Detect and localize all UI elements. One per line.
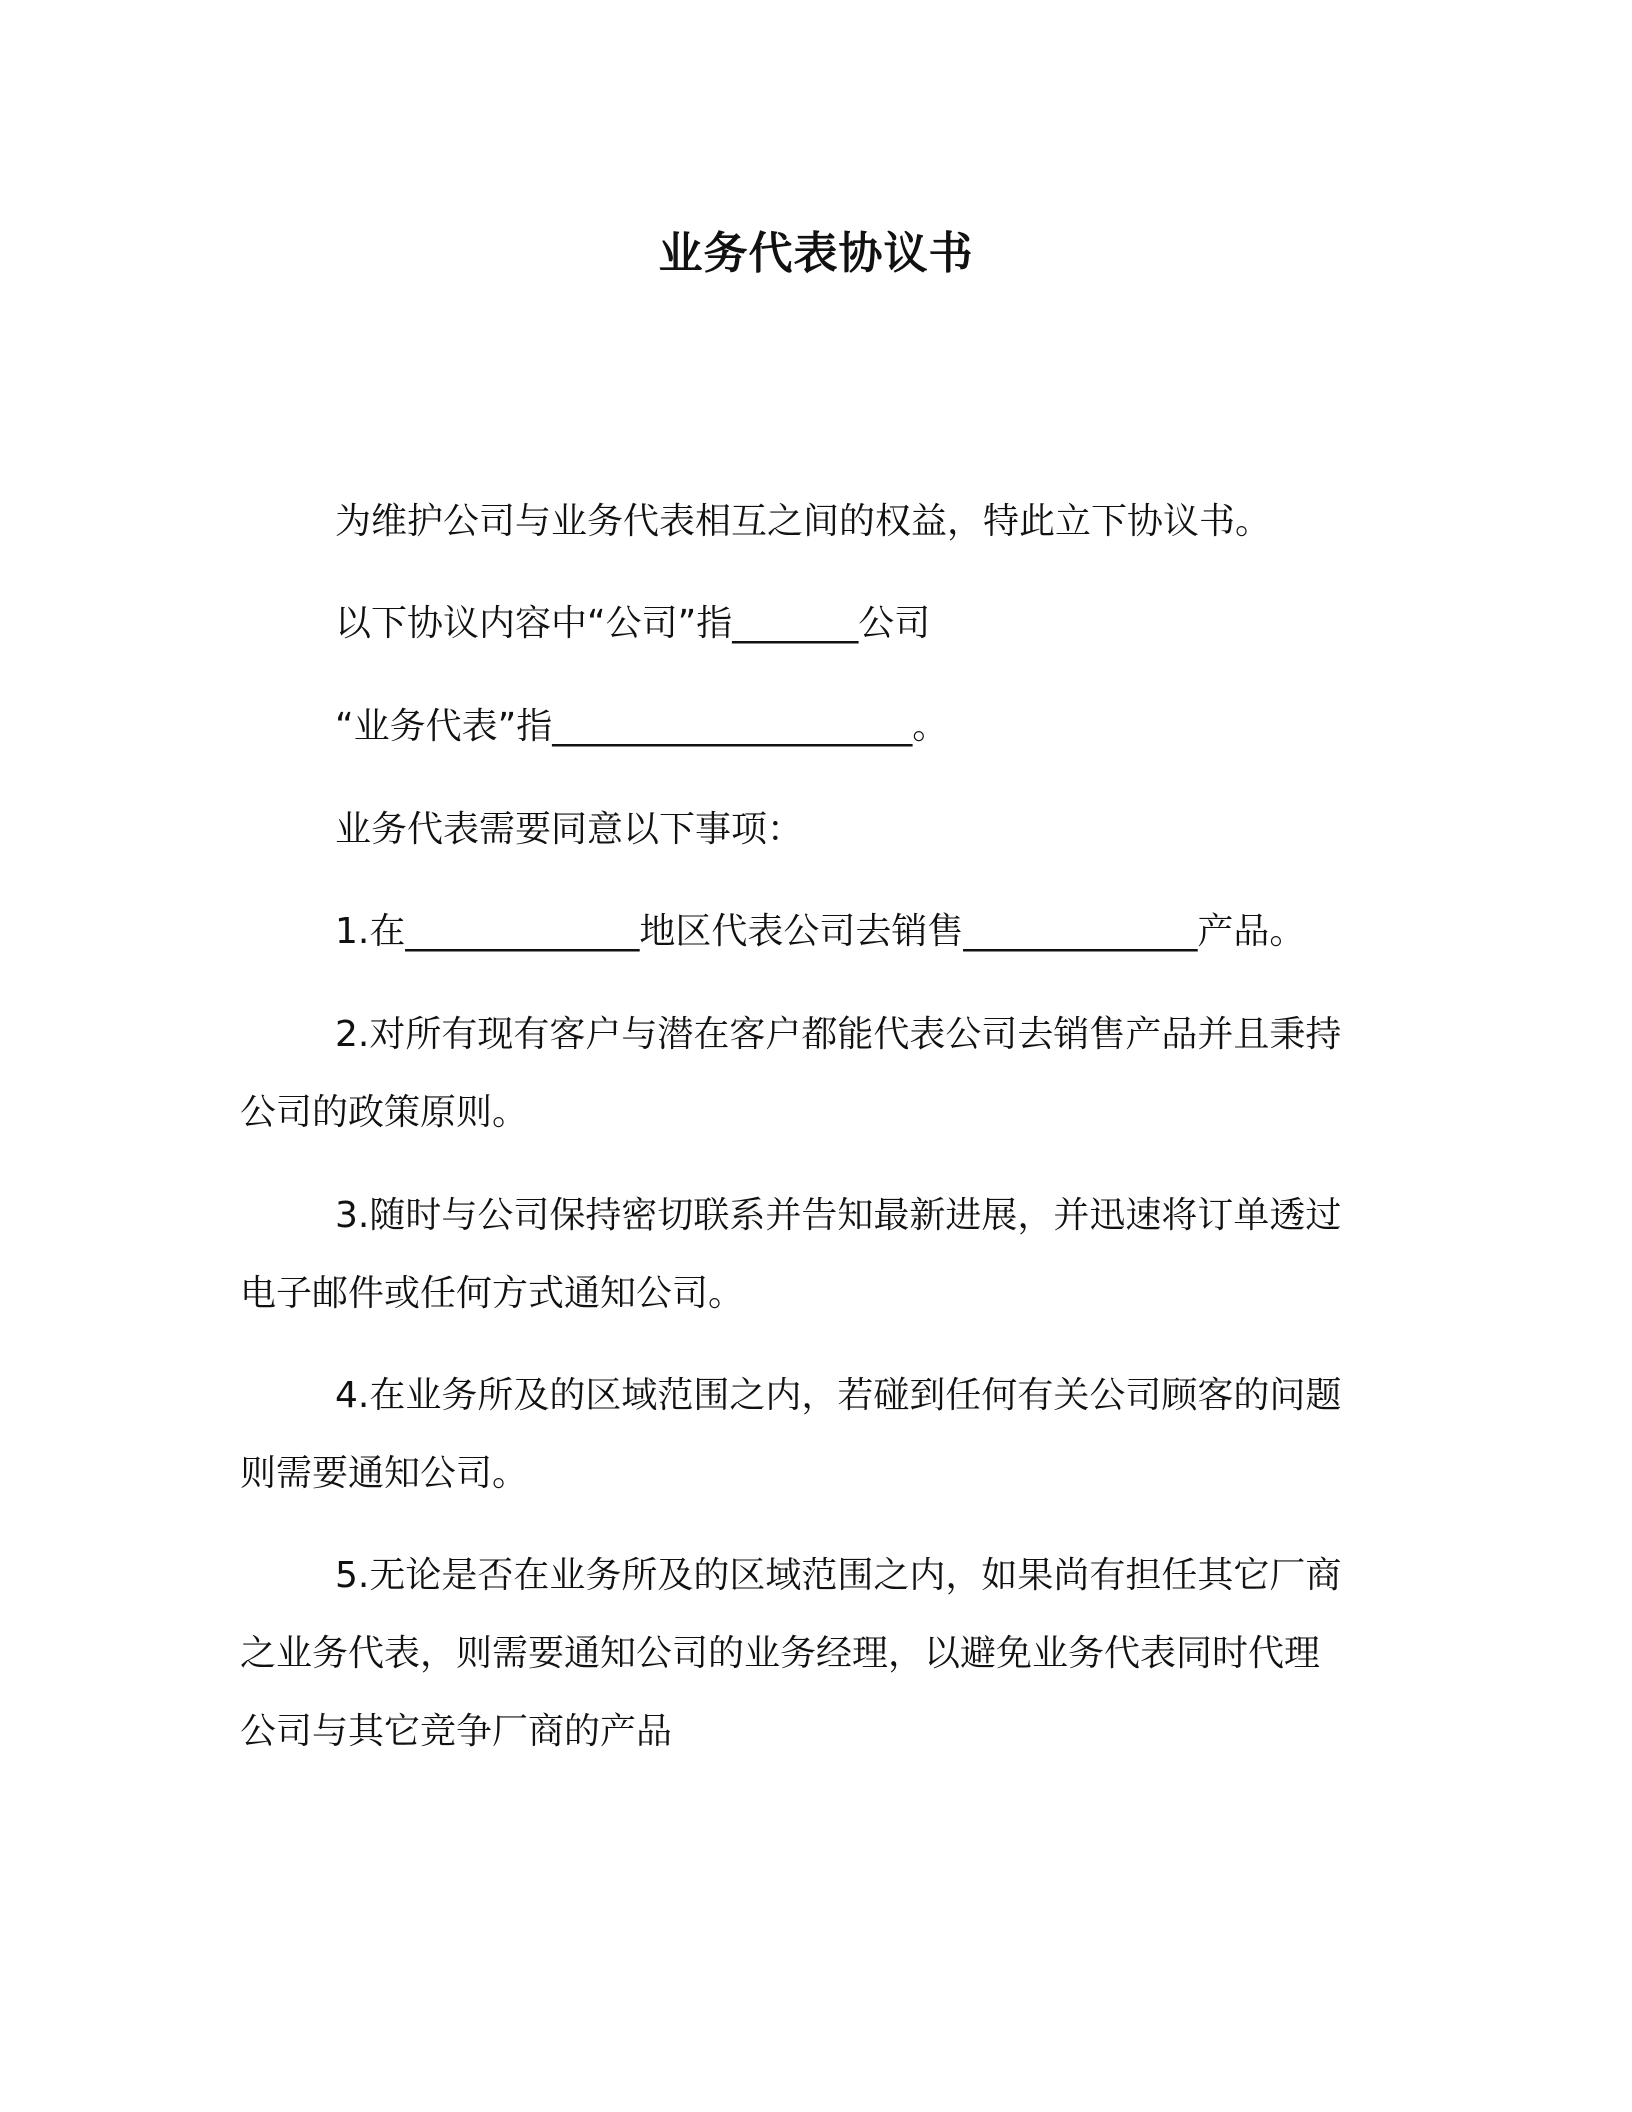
item-4-line-1: 4.在业务所及的区域范围之内，若碰到任何有关公司顾客的问题: [335, 1375, 1342, 1416]
item-5-line-1: 5.无论是否在业务所及的区域范围之内，如果尚有担任其它厂商: [335, 1555, 1342, 1596]
item-3-line-1: 3.随时与公司保持密切联系并告知最新进展，并迅速将订单透过: [335, 1195, 1342, 1236]
item-1-line: 1.在_____________地区代表公司去销售_____________产品。: [335, 911, 1306, 952]
item-4-line-2: 则需要通知公司。: [240, 1453, 529, 1494]
intro-line: 为维护公司与业务代表相互之间的权益，特此立下协议书。: [335, 501, 1272, 542]
agreement-heading: 业务代表需要同意以下事项：: [335, 809, 804, 850]
item-3-line-2: 电子邮件或任何方式通知公司。: [240, 1273, 745, 1314]
item-5-line-2: 之业务代表，则需要通知公司的业务经理，以避免业务代表同时代理: [240, 1633, 1321, 1674]
company-definition-line: 以下协议内容中“公司”指_______公司: [335, 603, 931, 644]
document-title: 业务代表协议书: [658, 228, 974, 279]
item-2-line-1: 2.对所有现有客户与潜在客户都能代表公司去销售产品并且秉持: [335, 1014, 1342, 1055]
item-5-line-3: 公司与其它竞争厂商的产品: [240, 1711, 673, 1752]
representative-definition-line: “业务代表”指____________________。: [335, 706, 949, 747]
item-2-line-2: 公司的政策原则。: [240, 1092, 529, 1133]
